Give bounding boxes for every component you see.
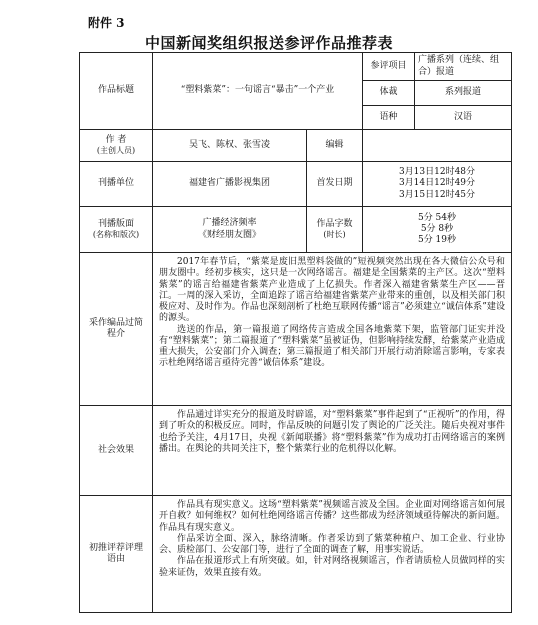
editor-label: 编辑 <box>307 130 363 162</box>
recommendation-paragraph: 作品具有现实意义。这场“塑料紫菜”视频谣言波及全国。企业面对网络谣言如何展开自救？如何维权？如何杜绝网络谣言传播？这些都成为经济领域亟待解决的新问题。作品具有现实意义。 <box>159 500 505 533</box>
work-title-value: “塑料紫菜”：一句谣言“暴击”一个产业 <box>153 53 363 130</box>
recommendation-form-table <box>79 52 512 613</box>
form-row-section <box>80 207 512 253</box>
word-count-2: 5分 8秒 <box>420 223 454 234</box>
pub-date-label: 首发日期 <box>307 162 363 207</box>
category-label: 参评项目 <box>363 53 415 81</box>
recommendation-paragraph: 作品在报道形式上有所突破。如，针对网络视频谣言，作者请质检人员做同样的实验来证伪，效果直接有效。 <box>159 556 505 578</box>
section-value <box>153 207 307 253</box>
author-value: 吴飞、陈权、张雪凌 <box>153 130 307 162</box>
work-title-label: 作品标题 <box>80 53 153 130</box>
effect-label: 社会效果 <box>80 406 153 496</box>
author-label-cell <box>80 130 153 162</box>
effect-paragraph: 作品通过详实充分的报道及时辟谣，对“塑料紫菜”事件起到了“正视听”的作用，得到了听众的积极反应。同时，作品反映的问题引发了舆论的广泛关注。随后央视对事件也给予关注，4月17日，央视《新闻联播》将“塑料紫菜”作为成功打击网络谣言的案例播出。在舆论的共同关注下，整个紫菜行业的危机得以化解。 <box>159 410 505 454</box>
recommendation-paragraph: 作品采访全面、深入，脉络清晰。作者采访到了紫菜种植户、加工企业、行业协会、质检部门、公安部门等，进行了全面的调查了解，用事实说话。 <box>159 533 505 555</box>
section-value-line2: 《财经朋友圈》 <box>197 229 261 240</box>
process-text <box>153 253 512 406</box>
author-sublabel: (主创人员) <box>96 146 136 156</box>
publisher-value: 福建省广播影视集团 <box>153 162 307 207</box>
form-row-effect <box>80 406 512 496</box>
genre-value: 系列报道 <box>415 81 512 106</box>
process-label: 采作编品过简程介 <box>80 253 153 406</box>
section-label: 刊播版面 <box>97 218 134 229</box>
effect-text <box>153 406 512 496</box>
author-label: 作 者 <box>105 134 127 145</box>
form-row-publisher <box>80 162 512 207</box>
pub-date-1: 3月13日12时48分 <box>398 167 476 178</box>
category-value: 广播系列（连续、组合）报道 <box>415 53 512 81</box>
form-row-author <box>80 130 512 162</box>
section-label-cell <box>80 207 153 253</box>
editor-value <box>363 130 512 162</box>
pub-date-3: 3月15日12时45分 <box>398 189 476 200</box>
form-row-title-category <box>80 53 512 81</box>
word-count-3: 5分 19秒 <box>417 235 457 246</box>
word-count-label: 作品字数 <box>316 218 353 229</box>
language-value: 汉语 <box>415 106 512 130</box>
recommendation-text <box>153 496 512 613</box>
word-count-1: 5分 54秒 <box>417 212 457 223</box>
publisher-label: 刊播单位 <box>80 162 153 207</box>
form-row-recommendation <box>80 496 512 613</box>
section-sublabel: (名称和版次) <box>92 230 140 240</box>
word-count-values <box>363 207 512 253</box>
word-count-sublabel: (时长) <box>323 230 346 240</box>
process-paragraph: 选送的作品，第一篇报道了网络传言造成全国各地紫菜下架，监管部门证实并没有“塑料紫菜”；第二篇报道了“塑料紫菜”虽被证伪，但影响持续发酵，给紫菜产业造成重大损失，公安部门介入调查；第三篇报道了相关部门开展行动消除谣言影响，专家表示杜绝网络谣言亟待完善“诚信体系”建设。 <box>159 324 505 369</box>
process-paragraph: 2017年春节后，“紫菜是废旧黑塑料袋做的”短视频突然出现在各大微信公众号和朋友圈中。经初步核实，这只是一次网络谣言。福建是全国紫菜的主产区。这次“塑料紫菜”的谣言给福建省紫菜产业造成了上亿损失。作者深入福建省紫菜生产区——晋江。一周的深入采访，全面追踪了谣言给福建省紫菜产业带来的重创，以及相关部门积极应对、及时作为。作品也深刻剖析了杜绝互联网传播“谣言”必须建立“诚信体系”建设的源头。 <box>159 257 505 324</box>
attachment-label: 附件 3 <box>88 16 125 30</box>
recommendation-label: 初推评荐评理语由 <box>80 496 153 613</box>
section-value-line1: 广播经济频率 <box>202 218 257 229</box>
pub-date-2: 3月14日12时49分 <box>398 178 476 189</box>
language-label: 语种 <box>363 106 415 130</box>
word-count-label-cell <box>307 207 363 253</box>
form-row-process <box>80 253 512 406</box>
genre-label: 体裁 <box>363 81 415 106</box>
document-title: 中国新闻奖组织报送参评作品推荐表 <box>144 34 393 52</box>
pub-date-values <box>363 162 512 207</box>
